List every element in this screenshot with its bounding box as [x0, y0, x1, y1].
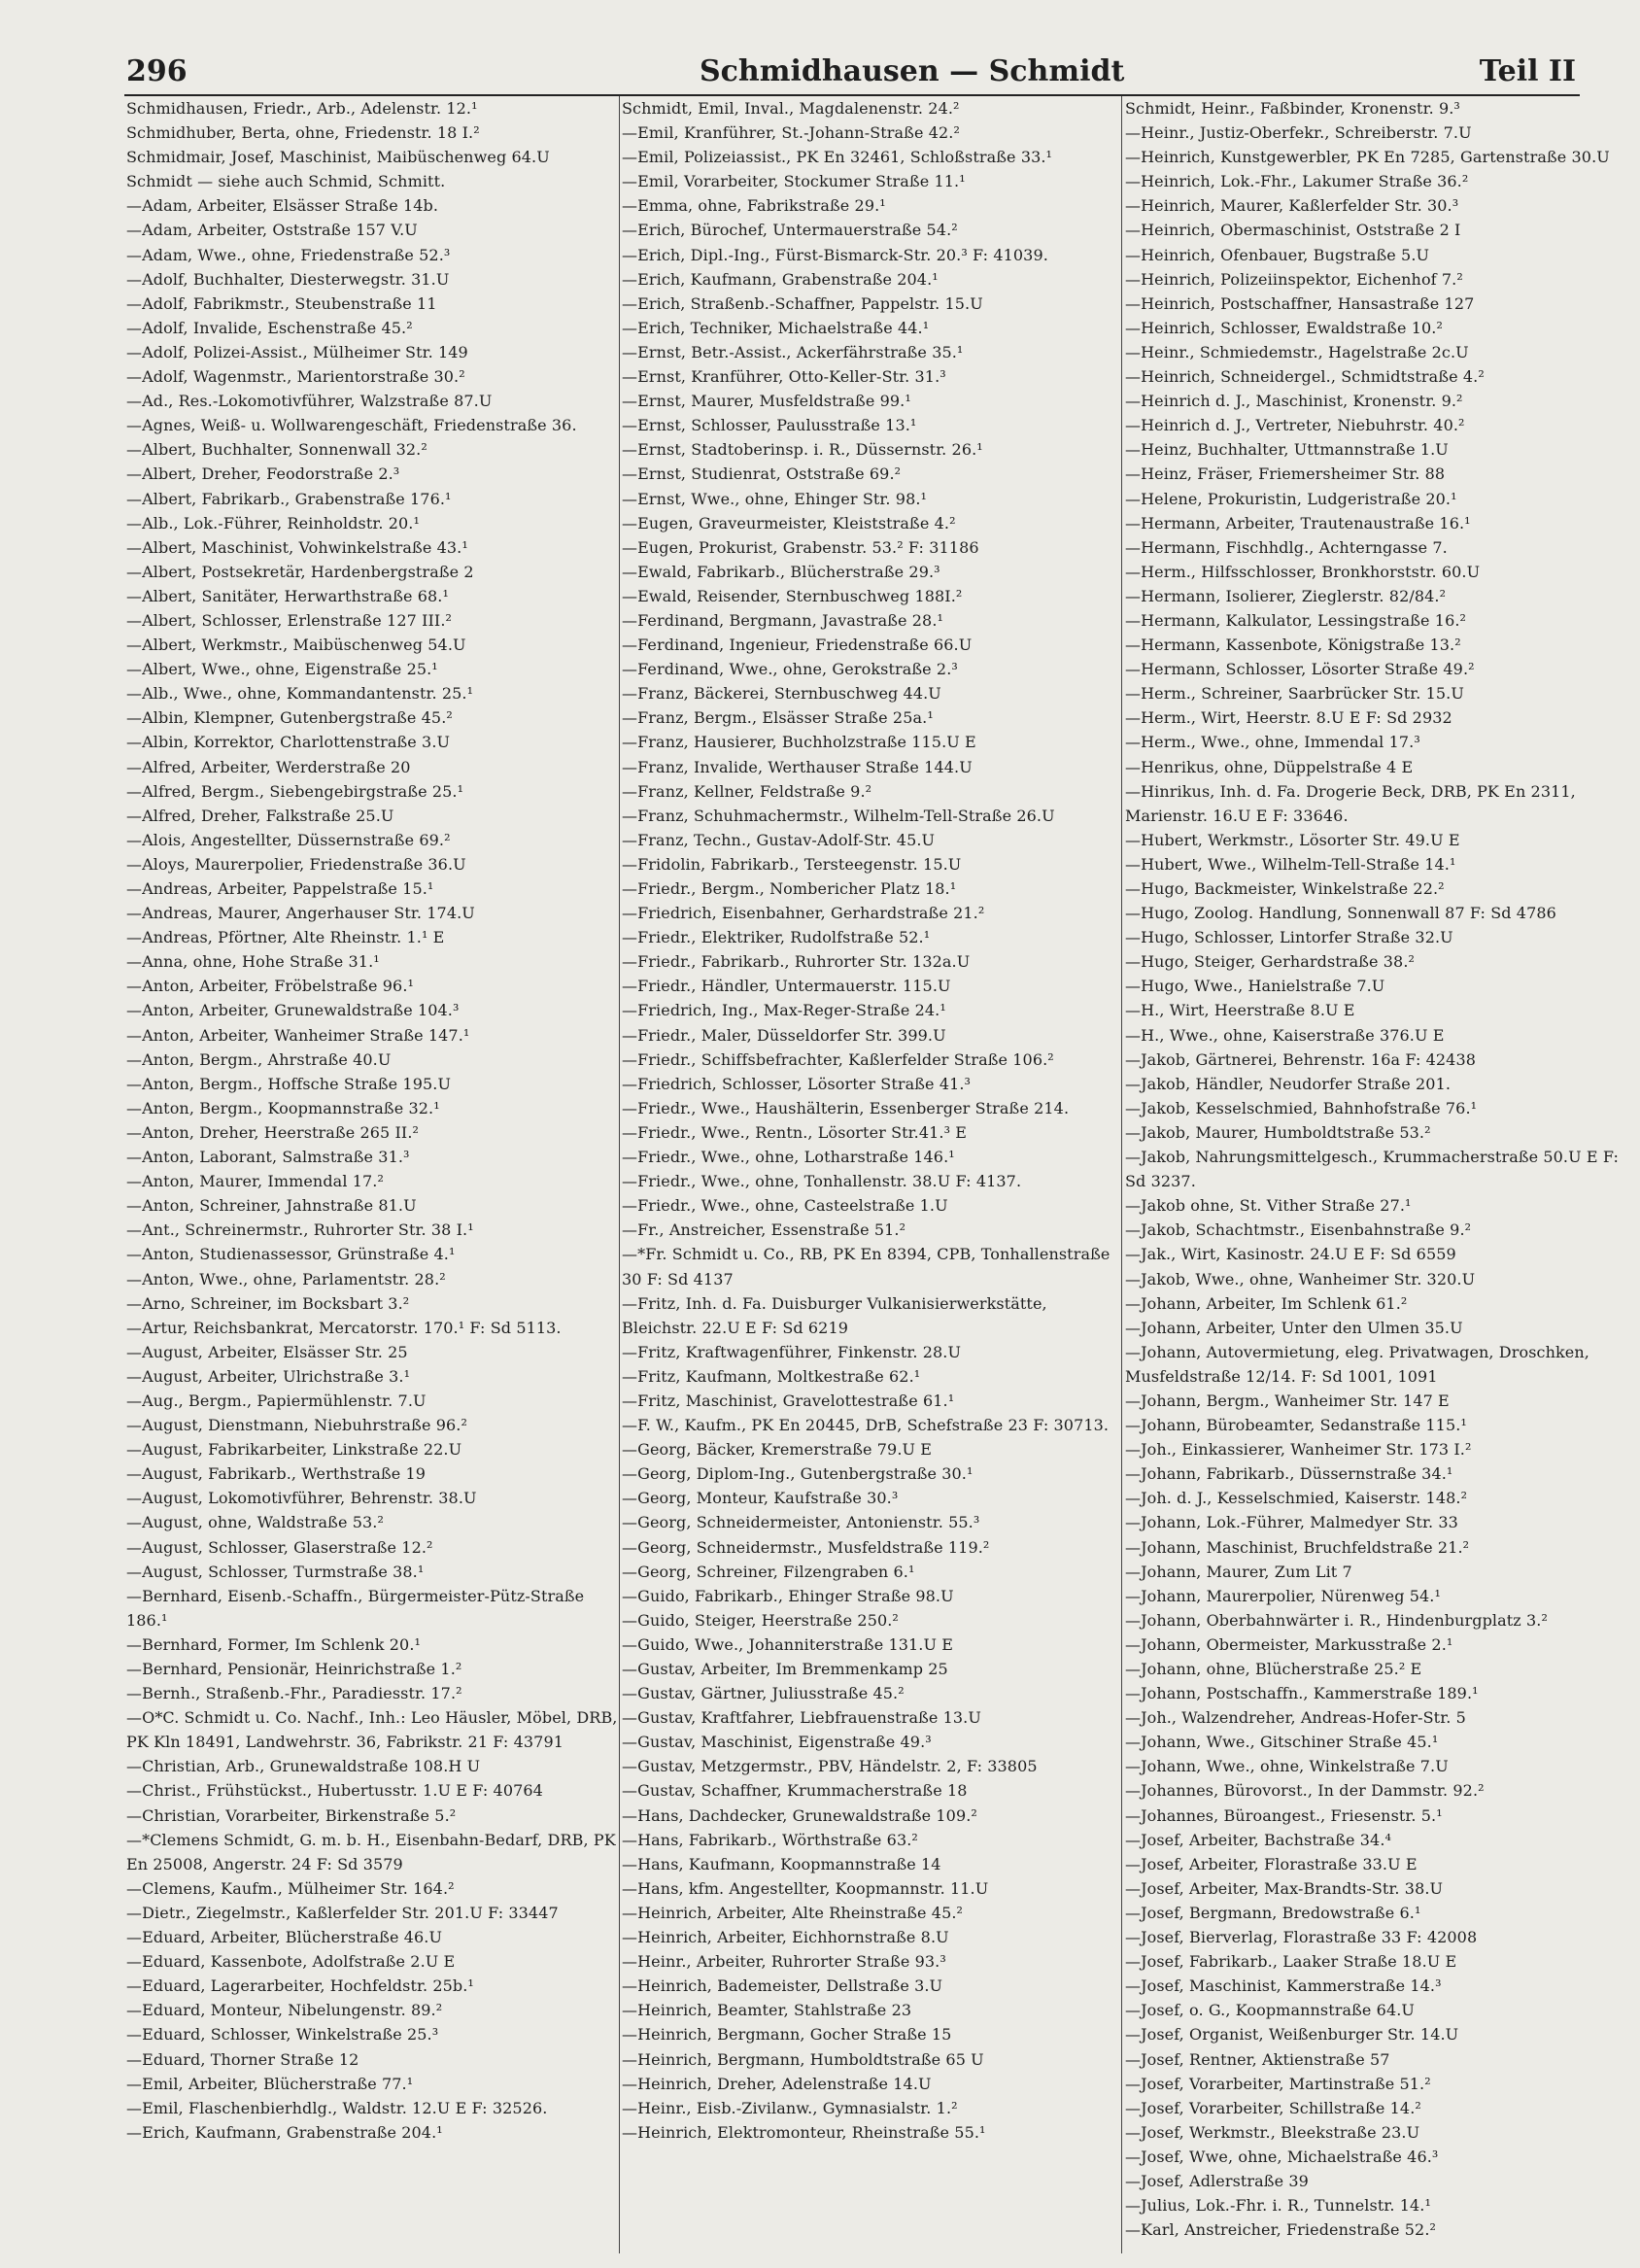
directory-entry: —Agnes, Weiß- u. Wollwarengeschäft, Friedenstraße 36.: [126, 416, 577, 435]
directory-entry: —Anton, Bergm., Koopmannstraße 32.¹: [126, 1098, 440, 1117]
directory-entry: —Johann, Bürobeamter, Sedanstraße 115.¹: [1125, 1416, 1467, 1435]
directory-entry: —Hugo, Zoolog. Handlung, Sonnenwall 87 F: Sd 4786: [1125, 904, 1556, 923]
directory-entry: —Heinr., Schmiedemstr., Hagelstraße 2c.U: [1125, 342, 1469, 361]
directory-entry: —Alfred, Arbeiter, Werderstraße 20: [126, 757, 411, 776]
directory-entry: —Josef, Fabrikarb., Laaker Straße 18.U E: [1125, 1952, 1457, 1972]
directory-entry: —Adam, Wwe., ohne, Friedenstraße 52.³: [126, 245, 451, 264]
directory-entry: —Ernst, Maurer, Musfeldstraße 99.¹: [622, 392, 911, 411]
directory-entry: —Herm., Schreiner, Saarbrücker Str. 15.U: [1125, 684, 1464, 704]
directory-entry: —Friedr., Maler, Düsseldorfer Str. 399.U: [622, 1025, 946, 1045]
directory-entry: —Hans, Dachdecker, Grunewaldstraße 109.²: [622, 1805, 977, 1825]
directory-entry: —H., Wirt, Heerstraße 8.U E: [1125, 1001, 1355, 1020]
directory-entry: —Artur, Reichsbankrat, Mercatorstr. 170.¹ F: Sd 5113.: [126, 1318, 562, 1337]
directory-entry: —Jakob, Händler, Neudorfer Straße 201.: [1125, 1074, 1452, 1093]
directory-entry: —Johann, Maurer, Zum Lit 7: [1125, 1562, 1352, 1581]
directory-entry: —Fr., Anstreicher, Essenstraße 51.²: [622, 1220, 906, 1240]
directory-entry: —Josef, Vorarbeiter, Schillstraße 14.²: [1125, 2098, 1421, 2117]
directory-entry: —Ewald, Reisender, Sternbuschweg 188I.²: [622, 586, 963, 605]
directory-entry: —Gustav, Kraftfahrer, Liebfrauenstraße 13.U: [622, 1708, 981, 1728]
directory-entry: —Hermann, Kalkulator, Lessingstraße 16.²: [1125, 610, 1467, 630]
directory-entry: —Friedr., Bergm., Nombericher Platz 18.¹: [622, 879, 957, 898]
directory-entry: —Ernst, Stadtoberinsp. i. R., Düssernstr. 26.¹: [622, 440, 983, 460]
directory-entry: —Johann, ohne, Blücherstraße 25.² E: [1125, 1660, 1422, 1678]
directory-entry: —Albert, Fabrikarb., Grabenstraße 176.¹: [126, 489, 452, 508]
directory-entry: —Adolf, Wagenmstr., Marientorstraße 30.²: [126, 367, 465, 387]
directory-entry: —Anton, Arbeiter, Fröbelstraße 96.¹: [126, 977, 415, 996]
directory-entry: —Gustav, Maschinist, Eigenstraße 49.³: [622, 1733, 932, 1752]
directory-entry: —Heinrich d. J., Vertreter, Niebuhrstr. 40.²: [1125, 416, 1465, 435]
directory-entry: —Erich, Kaufmann, Grabenstraße 204.¹: [622, 269, 939, 289]
directory-entry: —Aloys, Maurerpolier, Friedenstraße 36.U: [126, 854, 466, 874]
directory-entry: —Johann, Maurerpolier, Nürenweg 54.¹: [1125, 1586, 1441, 1605]
directory-entry: —Josef, Bergmann, Bredowstraße 6.¹: [1125, 1903, 1421, 1922]
directory-entry: —Alfred, Bergm., Siebengebirgstraße 25.¹: [126, 781, 464, 801]
directory-entry: —Adolf, Polizei-Assist., Mülheimer Str. 149: [126, 342, 468, 361]
directory-entry: —Christian, Arb., Grunewaldstraße 108.H U: [126, 1757, 481, 1776]
directory-entry: —Erich, Techniker, Michaelstraße 44.¹: [622, 318, 930, 337]
directory-entry: —Hermann, Kassenbote, Königstraße 13.²: [1125, 636, 1461, 655]
directory-entry: —Hermann, Isolierer, Zieglerstr. 82/84.²: [1125, 586, 1447, 605]
directory-entry: —Friedrich, Eisenbahner, Gerhardstraße 21.²: [622, 904, 985, 923]
directory-entry: —Ernst, Studienrat, Oststraße 69.²: [622, 464, 902, 484]
directory-entry: —Josef, Vorarbeiter, Martinstraße 51.²: [1125, 2074, 1431, 2093]
directory-entry: —Franz, Bergm., Elsässer Straße 25a.¹: [622, 708, 934, 728]
directory-entry: —Clemens, Kaufm., Mülheimer Str. 164.²: [126, 1878, 455, 1898]
directory-entry: —Albert, Dreher, Feodorstraße 2.³: [126, 464, 400, 484]
directory-entry: —Friedr., Wwe., ohne, Tonhallenstr. 38.U F: 4137.: [622, 1172, 1022, 1191]
directory-entry: —Johann, Postschaffn., Kammerstraße 189.¹: [1125, 1684, 1479, 1703]
directory-entry: —Adolf, Fabrikmstr., Steubenstraße 11: [126, 293, 437, 313]
directory-entry: —F. W., Kaufm., PK En 20445, DrB, Schefstraße 23 F: 30713.: [622, 1416, 1110, 1435]
directory-entry: —Heinrich, Elektromonteur, Rheinstraße 55.¹: [622, 2122, 986, 2142]
directory-entry: —Helene, Prokuristin, Ludgeristraße 20.¹: [1125, 489, 1457, 508]
directory-entry: —Albin, Korrektor, Charlottenstraße 3.U: [126, 733, 451, 752]
directory-entry: —Heinr., Eisb.-Zivilanw., Gymnasialstr. 1.²: [622, 2098, 958, 2117]
directory-entry: —Anton, Bergm., Ahrstraße 40.U: [126, 1049, 392, 1069]
directory-entry: —Josef, Arbeiter, Florastraße 33.U E: [1125, 1854, 1418, 1873]
directory-entry: —Ewald, Fabrikarb., Blücherstraße 29.³: [622, 562, 940, 581]
directory-entry: —Jakob, Nahrungsmittelgesch., Krummacherstraße 50.U E F: Sd 3237.: [1125, 1148, 1624, 1191]
directory-entry: —Heinrich, Arbeiter, Eichhornstraße 8.U: [622, 1928, 949, 1947]
directory-column-3: [1125, 96, 1624, 2258]
directory-entry: —Franz, Hausierer, Buchholzstraße 115.U E: [622, 733, 976, 752]
directory-entry: —Albert, Postsekretär, Hardenbergstraße 2: [126, 562, 474, 581]
directory-entry: —Hans, kfm. Angestellter, Koopmannstr. 11.U: [622, 1878, 989, 1898]
directory-entry: —Hugo, Wwe., Hanielstraße 7.U: [1125, 977, 1385, 996]
directory-entry: —Gustav, Schaffner, Krummacherstraße 18: [622, 1781, 968, 1801]
directory-entry: —Jak., Wirt, Kasinostr. 24.U E F: Sd 6559: [1125, 1245, 1456, 1264]
directory-entry: —Heinrich, Beamter, Stahlstraße 23: [622, 2001, 912, 2020]
directory-entry: Schmidt, Emil, Inval., Magdalenenstr. 24.²: [622, 99, 960, 118]
directory-entry: —Guido, Wwe., Johanniterstraße 131.U E: [622, 1634, 954, 1654]
directory-entry: —August, ohne, Waldstraße 53.²: [126, 1513, 384, 1532]
directory-entry: —Johannes, Bürovorst., In der Dammstr. 92.²: [1125, 1781, 1485, 1801]
directory-entry: —Josef, o. G., Koopmannstraße 64.U: [1125, 2001, 1415, 2020]
directory-entry: Schmidt, Heinr., Faßbinder, Kronenstr. 9.³: [1125, 99, 1460, 118]
directory-entry: —Jakob, Gärtnerei, Behrenstr. 16a F: 42438: [1125, 1049, 1477, 1069]
directory-entry: —Franz, Invalide, Werthauser Straße 144.U: [622, 757, 973, 776]
directory-entry: —Hans, Fabrikarb., Wörthstraße 63.²: [622, 1830, 918, 1849]
directory-entry: —Heinrich, Ofenbauer, Bugstraße 5.U: [1125, 245, 1430, 264]
directory-entry: —Heinz, Fräser, Friemersheimer Str. 88: [1125, 464, 1446, 484]
directory-entry: —Friedr., Händler, Untermauerstr. 115.U: [622, 977, 951, 996]
directory-entry: —Hans, Kaufmann, Koopmannstraße 14: [622, 1854, 941, 1873]
directory-entry: —Heinrich, Bergmann, Gocher Straße 15: [622, 2025, 952, 2045]
directory-entry: —Gustav, Metzgermstr., PBV, Händelstr. 2, F: 33805: [622, 1757, 1038, 1776]
directory-entry: —Friedr., Wwe., Rentn., Lösorter Str.41.³ E: [622, 1122, 968, 1142]
directory-entry: —Johannes, Büroangest., Friesenstr. 5.¹: [1125, 1805, 1443, 1825]
directory-entry: —Jakob, Maurer, Humboldtstraße 53.²: [1125, 1122, 1431, 1142]
directory-entry: —Emil, Vorarbeiter, Stockumer Straße 11.¹: [622, 172, 966, 191]
directory-entry: —Johann, Arbeiter, Unter den Ulmen 35.U: [1125, 1318, 1463, 1337]
directory-entry: —Erich, Kaufmann, Grabenstraße 204.¹: [126, 2122, 443, 2142]
directory-entry: —Georg, Schneidermeister, Antonienstr. 55.³: [622, 1513, 980, 1532]
directory-entry: —Anton, Arbeiter, Wanheimer Straße 147.¹: [126, 1025, 470, 1045]
directory-entry: —Henrikus, ohne, Düppelstraße 4 E: [1125, 757, 1414, 776]
directory-entry: —Franz, Techn., Gustav-Adolf-Str. 45.U: [622, 830, 936, 849]
directory-entry: —Erich, Dipl.-Ing., Fürst-Bismarck-Str. 20.³ F: 41039.: [622, 245, 1048, 264]
directory-entry: —Hugo, Steiger, Gerhardstraße 38.²: [1125, 952, 1416, 972]
directory-entry: —Anton, Schreiner, Jahnstraße 81.U: [126, 1196, 417, 1216]
directory-entry: —Georg, Bäcker, Kremerstraße 79.U E: [622, 1440, 933, 1460]
directory-entry: Schmidhausen, Friedr., Arb., Adelenstr. 12.¹: [126, 99, 478, 118]
directory-entry: —August, Dienstmann, Niebuhrstraße 96.²: [126, 1416, 467, 1435]
directory-entry: —Emil, Polizeiassist., PK En 32461, Schloßstraße 33.¹: [622, 148, 1053, 167]
directory-entry: —Bernhard, Eisenb.-Schaffn., Bürgermeister-Pütz-Straße 186.¹: [126, 1586, 590, 1630]
directory-entry: —Hermann, Schlosser, Lösorter Straße 49.²: [1125, 660, 1475, 679]
directory-entry: —Heinz, Buchhalter, Uttmannstraße 1.U: [1125, 440, 1449, 460]
directory-entry: —Emil, Kranführer, St.-Johann-Straße 42.²: [622, 123, 960, 143]
directory-entry: —Hugo, Schlosser, Lintorfer Straße 32.U: [1125, 928, 1453, 947]
directory-entry: —Emma, ohne, Fabrikstraße 29.¹: [622, 196, 886, 216]
directory-entry: —Ferdinand, Ingenieur, Friedenstraße 66.U: [622, 636, 973, 655]
directory-entry: —Fritz, Inh. d. Fa. Duisburger Vulkanisierwerkstätte, Bleichstr. 22.U E F: Sd 6219: [622, 1293, 1052, 1337]
directory-entry: —Bernh., Straßenb.-Fhr., Paradiesstr. 17.²: [126, 1684, 462, 1703]
directory-entry: —Heinrich, Maurer, Kaßlerfelder Str. 30.³: [1125, 196, 1459, 216]
directory-entry: —Friedrich, Ing., Max-Reger-Straße 24.¹: [622, 1001, 946, 1020]
directory-entry: —Heinrich, Arbeiter, Alte Rheinstraße 45.²: [622, 1903, 964, 1922]
directory-entry: Schmidmair, Josef, Maschinist, Maibüschenweg 64.U: [126, 148, 550, 167]
directory-entry: —Ernst, Kranführer, Otto-Keller-Str. 31.³: [622, 367, 946, 387]
directory-entry: —Fridolin, Fabrikarb., Tersteegenstr. 15.U: [622, 854, 962, 874]
directory-entry: —Hermann, Fischhdlg., Achterngasse 7.: [1125, 537, 1448, 557]
directory-entry: —August, Schlosser, Turmstraße 38.¹: [126, 1562, 425, 1581]
directory-entry: —August, Schlosser, Glaserstraße 12.²: [126, 1537, 433, 1557]
directory-entry: —Johann, Maschinist, Bruchfeldstraße 21.²: [1125, 1537, 1470, 1557]
directory-entry: —Christ., Frühstückst., Hubertusstr. 1.U E F: 40764: [126, 1781, 543, 1801]
directory-entry: —*Fr. Schmidt u. Co., RB, PK En 8394, CPB, Tonhallenstraße 30 F: Sd 4137: [622, 1245, 1115, 1289]
directory-entry: —Heinr., Arbeiter, Ruhrorter Straße 93.³: [622, 1952, 946, 1972]
directory-entry: —Friedr., Wwe., ohne, Lotharstraße 146.¹: [622, 1148, 955, 1167]
directory-entry: —Heinrich, Dreher, Adelenstraße 14.U: [622, 2074, 932, 2093]
directory-entry: —Albert, Werkmstr., Maibüschenweg 54.U: [126, 636, 466, 655]
directory-entry: —Hermann, Arbeiter, Trautenaustraße 16.¹: [1125, 513, 1471, 533]
directory-entry: —*Clemens Schmidt, G. m. b. H., Eisenbahn-Bedarf, DRB, PK En 25008, Angerstr. 24 F: Sd 3579: [126, 1830, 621, 1873]
directory-entry: —Herm., Wirt, Heerstr. 8.U E F: Sd 2932: [1125, 708, 1452, 728]
directory-entry: —Georg, Monteur, Kaufstraße 30.³: [622, 1489, 899, 1508]
directory-entry: —August, Lokomotivführer, Behrenstr. 38.U: [126, 1489, 477, 1508]
directory-entry: —Arno, Schreiner, im Bocksbart 3.²: [126, 1293, 410, 1313]
directory-entry: —Heinrich, Lok.-Fhr., Lakumer Straße 36.²: [1125, 172, 1469, 191]
directory-entry: —Friedrich, Schlosser, Lösorter Straße 41.³: [622, 1074, 972, 1093]
directory-entry: —Anton, Studienassessor, Grünstraße 4.¹: [126, 1245, 456, 1264]
directory-entry: —Eduard, Lagerarbeiter, Hochfeldstr. 25b.¹: [126, 1976, 474, 1996]
directory-entry: —Fritz, Kaufmann, Moltkestraße 62.¹: [622, 1366, 921, 1386]
directory-entry: —Friedr., Elektriker, Rudolfstraße 52.¹: [622, 928, 931, 947]
directory-entry: —Joh. d. J., Kesselschmied, Kaiserstr. 148.²: [1125, 1489, 1468, 1508]
directory-entry: —Erich, Bürochef, Untermauerstraße 54.²: [622, 221, 958, 240]
directory-entry: —Anton, Laborant, Salmstraße 31.³: [126, 1148, 410, 1167]
directory-entry: —Ferdinand, Wwe., ohne, Gerokstraße 2.³: [622, 660, 958, 679]
directory-entry: —Anton, Wwe., ohne, Parlamentstr. 28.²: [126, 1269, 446, 1289]
directory-entry: —Alois, Angestellter, Düssernstraße 69.²: [126, 830, 451, 849]
directory-entry: —Friedr., Wwe., ohne, Casteelstraße 1.U: [622, 1196, 948, 1216]
directory-entry: —Heinrich, Schneidergel., Schmidtstraße 4.²: [1125, 367, 1485, 387]
directory-entry: —Franz, Schuhmachermstr., Wilhelm-Tell-Straße 26.U: [622, 806, 1055, 825]
directory-entry: —Heinrich d. J., Maschinist, Kronenstr. 9.²: [1125, 392, 1463, 411]
directory-entry: —Albert, Schlosser, Erlenstraße 127 III.²: [126, 610, 453, 630]
directory-entry: —Jakob ohne, St. Vither Straße 27.¹: [1125, 1196, 1412, 1216]
directory-entry: —Ernst, Betr.-Assist., Ackerfährstraße 35.¹: [622, 342, 964, 361]
directory-entry: —Heinrich, Schlosser, Ewaldstraße 10.²: [1125, 318, 1443, 337]
directory-entry: —Johann, Obermeister, Markusstraße 2.¹: [1125, 1634, 1453, 1654]
page-number: 296: [126, 54, 188, 88]
directory-entry: —Eugen, Prokurist, Grabenstr. 53.² F: 31186: [622, 537, 979, 557]
directory-entry: —Adolf, Invalide, Eschenstraße 45.²: [126, 318, 413, 337]
directory-entry: —Eduard, Thorner Straße 12: [126, 2049, 359, 2069]
directory-entry: —Heinrich, Postschaffner, Hansastraße 127: [1125, 293, 1475, 313]
directory-entry: —H., Wwe., ohne, Kaiserstraße 376.U E: [1125, 1025, 1445, 1045]
directory-entry: —Anton, Maurer, Immendal 17.²: [126, 1172, 384, 1191]
directory-entry: —Johann, Autovermietung, eleg. Privatwagen, Droschken, Musfeldstraße 12/14. F: Sd 1001, 1091: [1125, 1342, 1595, 1386]
directory-entry: —Anton, Bergm., Hoffsche Straße 195.U: [126, 1074, 452, 1093]
directory-entry: —Heinrich, Bergmann, Humboldtstraße 65 U: [622, 2049, 984, 2069]
directory-entry: —Gustav, Gärtner, Juliusstraße 45.²: [622, 1684, 905, 1703]
directory-entry: —Ernst, Schlosser, Paulusstraße 13.¹: [622, 416, 917, 435]
directory-column-2: [622, 96, 1115, 2258]
directory-entry: —Adolf, Buchhalter, Diesterwegstr. 31.U: [126, 269, 450, 289]
directory-entry: —Friedr., Wwe., Haushälterin, Essenberger Straße 214.: [622, 1098, 1070, 1117]
directory-entry: —Albert, Buchhalter, Sonnenwall 32.²: [126, 440, 427, 460]
directory-entry: —Eduard, Monteur, Nibelungenstr. 89.²: [126, 2001, 443, 2020]
directory-entry: —Jakob, Wwe., ohne, Wanheimer Str. 320.U: [1125, 1269, 1476, 1289]
directory-entry: —Alb., Lok.-Führer, Reinholdstr. 20.¹: [126, 513, 421, 533]
directory-entry: —Johann, Wwe., ohne, Winkelstraße 7.U: [1125, 1757, 1449, 1776]
directory-entry: —Ferdinand, Bergmann, Javastraße 28.¹: [622, 610, 944, 630]
directory-entry: —Gustav, Arbeiter, Im Bremmenkamp 25: [622, 1660, 948, 1678]
directory-entry: —Eduard, Schlosser, Winkelstraße 25.³: [126, 2025, 439, 2045]
directory-entry: —Alfred, Dreher, Falkstraße 25.U: [126, 806, 394, 825]
directory-entry: —Albert, Wwe., ohne, Eigenstraße 25.¹: [126, 660, 438, 679]
directory-entry: —Josef, Bierverlag, Florastraße 33 F: 42008: [1125, 1928, 1478, 1947]
directory-entry: —Albert, Sanitäter, Herwarthstraße 68.¹: [126, 586, 450, 605]
directory-entry: —Joh., Walzendreher, Andreas-Hofer-Str. 5: [1125, 1708, 1466, 1728]
directory-entry: —Heinrich, Kunstgewerbler, PK En 7285, Gartenstraße 30.U: [1125, 148, 1610, 167]
directory-entry: —Dietr., Ziegelmstr., Kaßlerfelder Str. 201.U F: 33447: [126, 1903, 559, 1922]
directory-entry: —Emil, Flaschenbierhdlg., Waldstr. 12.U E F: 32526.: [126, 2098, 548, 2117]
directory-entry: —Julius, Lok.-Fhr. i. R., Tunnelstr. 14.¹: [1125, 2196, 1431, 2216]
directory-entry: —Fritz, Kraftwagenführer, Finkenstr. 28.U: [622, 1342, 962, 1361]
directory-entry: —Anton, Dreher, Heerstraße 265 II.²: [126, 1122, 420, 1142]
directory-entry: —Guido, Fabrikarb., Ehinger Straße 98.U: [622, 1586, 954, 1605]
directory-entry: —Alb., Wwe., ohne, Kommandantenstr. 25.¹: [126, 684, 474, 704]
directory-entry: —Anton, Arbeiter, Grunewaldstraße 104.³: [126, 1001, 460, 1020]
directory-entry: —Johann, Bergm., Wanheimer Str. 147 E: [1125, 1391, 1450, 1410]
directory-entry: —O*C. Schmidt u. Co. Nachf., Inh.: Leo Häusler, Möbel, DRB, PK Kln 18491, Landwehrstr. 36, Fabrikstr. 21 F: 43791: [126, 1708, 623, 1752]
directory-entry: —Adam, Arbeiter, Oststraße 157 V.U: [126, 221, 418, 240]
directory-entry: —Karl, Anstreicher, Friedenstraße 52.²: [1125, 2220, 1437, 2240]
directory-entry: —Albert, Maschinist, Vohwinkelstraße 43.¹: [126, 537, 468, 557]
directory-entry: —Erich, Straßenb.-Schaffner, Pappelstr. 15.U: [622, 293, 983, 313]
directory-entry: —August, Fabrikarbeiter, Linkstraße 22.U: [126, 1440, 462, 1460]
directory-entry: —Hinrikus, Inh. d. Fa. Drogerie Beck, DRB, PK En 2311, Marienstr. 16.U E F: 33646.: [1125, 781, 1582, 825]
directory-entry: —Hubert, Werkmstr., Lösorter Str. 49.U E: [1125, 830, 1460, 849]
directory-entry: —Heinrich, Polizeiinspektor, Eichenhof 7.²: [1125, 269, 1463, 289]
directory-entry: —Johann, Fabrikarb., Düssernstraße 34.¹: [1125, 1464, 1453, 1484]
directory-entry: —Albin, Klempner, Gutenbergstraße 45.²: [126, 708, 453, 728]
directory-entry: —Georg, Schreiner, Filzengraben 6.¹: [622, 1562, 915, 1581]
directory-entry: —Friedr., Schiffsbefrachter, Kaßlerfelder Straße 106.²: [622, 1049, 1054, 1069]
directory-entry: —Friedr., Fabrikarb., Ruhrorter Str. 132a.U: [622, 952, 971, 972]
directory-entry: —Heinrich, Obermaschinist, Oststraße 2 I: [1125, 221, 1461, 240]
directory-entry: —Johann, Wwe., Gitschiner Straße 45.¹: [1125, 1733, 1439, 1752]
directory-entry: —Bernhard, Pensionär, Heinrichstraße 1.²: [126, 1660, 462, 1678]
directory-entry: —Herm., Hilfsschlosser, Bronkhorststr. 60.U: [1125, 562, 1481, 581]
directory-entry: —Joh., Einkassierer, Wanheimer Str. 173 I.²: [1125, 1440, 1472, 1460]
directory-entry: —Franz, Bäckerei, Sternbuschweg 44.U: [622, 684, 941, 704]
directory-entry: —Eduard, Kassenbote, Adolfstraße 2.U E: [126, 1952, 456, 1972]
directory-entry: —Jakob, Schachtmstr., Eisenbahnstraße 9.²: [1125, 1220, 1472, 1240]
directory-entry: —Johann, Arbeiter, Im Schlenk 61.²: [1125, 1293, 1408, 1313]
directory-entry: —Bernhard, Former, Im Schlenk 20.¹: [126, 1634, 422, 1654]
directory-entry: —Aug., Bergm., Papiermühlenstr. 7.U: [126, 1391, 427, 1410]
directory-column-1: [126, 96, 623, 2258]
directory-entry: —August, Arbeiter, Elsässer Str. 25: [126, 1342, 408, 1361]
directory-entry: —Herm., Wwe., ohne, Immendal 17.³: [1125, 733, 1420, 752]
directory-entry: —August, Arbeiter, Ulrichstraße 3.¹: [126, 1366, 411, 1386]
running-title: Schmidhausen — Schmidt: [700, 54, 1125, 88]
directory-entry: —Guido, Steiger, Heerstraße 250.²: [622, 1610, 899, 1630]
directory-entry: —Josef, Arbeiter, Max-Brandts-Str. 38.U: [1125, 1878, 1444, 1898]
directory-entry: —Ad., Res.-Lokomotivführer, Walzstraße 87.U: [126, 392, 493, 411]
directory-entry: Schmidt — siehe auch Schmid, Schmitt.: [126, 172, 446, 191]
directory-entry: —Anna, ohne, Hohe Straße 31.¹: [126, 952, 380, 972]
directory-entry: —Andreas, Pförtner, Alte Rheinstr. 1.¹ E: [126, 928, 445, 947]
directory-entry: —Eugen, Graveurmeister, Kleiststraße 4.²: [622, 513, 956, 533]
directory-entry: —Andreas, Arbeiter, Pappelstraße 15.¹: [126, 879, 434, 898]
column-divider: [1121, 96, 1122, 2253]
directory-entry: —Hugo, Backmeister, Winkelstraße 22.²: [1125, 879, 1445, 898]
directory-entry: —Josef, Wwe, ohne, Michaelstraße 46.³: [1125, 2147, 1439, 2166]
directory-entry: —Emil, Arbeiter, Blücherstraße 77.¹: [126, 2074, 414, 2093]
directory-entry: —Eduard, Arbeiter, Blücherstraße 46.U: [126, 1928, 443, 1947]
directory-entry: —Ernst, Wwe., ohne, Ehinger Str. 98.¹: [622, 489, 928, 508]
directory-entry: —Josef, Werkmstr., Bleekstraße 23.U: [1125, 2122, 1420, 2142]
directory-entry: —Adam, Arbeiter, Elsässer Straße 14b.: [126, 196, 439, 216]
directory-entry: —Ant., Schreinermstr., Ruhrorter Str. 38 I.¹: [126, 1220, 474, 1240]
directory-entry: —Johann, Lok.-Führer, Malmedyer Str. 33: [1125, 1513, 1458, 1532]
directory-entry: —Georg, Diplom-Ing., Gutenbergstraße 30.¹: [622, 1464, 974, 1484]
directory-entry: —Heinr., Justiz-Oberfekr., Schreiberstr. 7.U: [1125, 123, 1472, 143]
directory-entry: —Josef, Rentner, Aktienstraße 57: [1125, 2049, 1390, 2069]
directory-entry: —Andreas, Maurer, Angerhauser Str. 174.U: [126, 904, 475, 923]
part-label: Teil II: [1479, 54, 1576, 88]
directory-entry: —Hubert, Wwe., Wilhelm-Tell-Straße 14.¹: [1125, 854, 1456, 874]
directory-entry: —August, Fabrikarb., Werthstraße 19: [126, 1464, 427, 1484]
directory-entry: —Franz, Kellner, Feldstraße 9.²: [622, 781, 872, 801]
directory-entry: —Heinrich, Bademeister, Dellstraße 3.U: [622, 1976, 943, 1996]
directory-entry: —Josef, Arbeiter, Bachstraße 34.⁴: [1125, 1830, 1392, 1849]
directory-entry: —Fritz, Maschinist, Gravelottestraße 61.¹: [622, 1391, 955, 1410]
directory-entry: Schmidhuber, Berta, ohne, Friedenstr. 18 I.²: [126, 123, 480, 143]
directory-entry: —Christian, Vorarbeiter, Birkenstraße 5.²: [126, 1805, 457, 1825]
directory-entry: —Johann, Oberbahnwärter i. R., Hindenburgplatz 3.²: [1125, 1610, 1548, 1630]
directory-entry: —Jakob, Kesselschmied, Bahnhofstraße 76.¹: [1125, 1098, 1478, 1117]
directory-entry: —Josef, Adlerstraße 39: [1125, 2171, 1309, 2190]
directory-entry: —Georg, Schneidermstr., Musfeldstraße 119.²: [622, 1537, 990, 1557]
directory-entry: —Josef, Organist, Weißenburger Str. 14.U: [1125, 2025, 1459, 2045]
directory-entry: —Josef, Maschinist, Kammerstraße 14.³: [1125, 1976, 1442, 1996]
